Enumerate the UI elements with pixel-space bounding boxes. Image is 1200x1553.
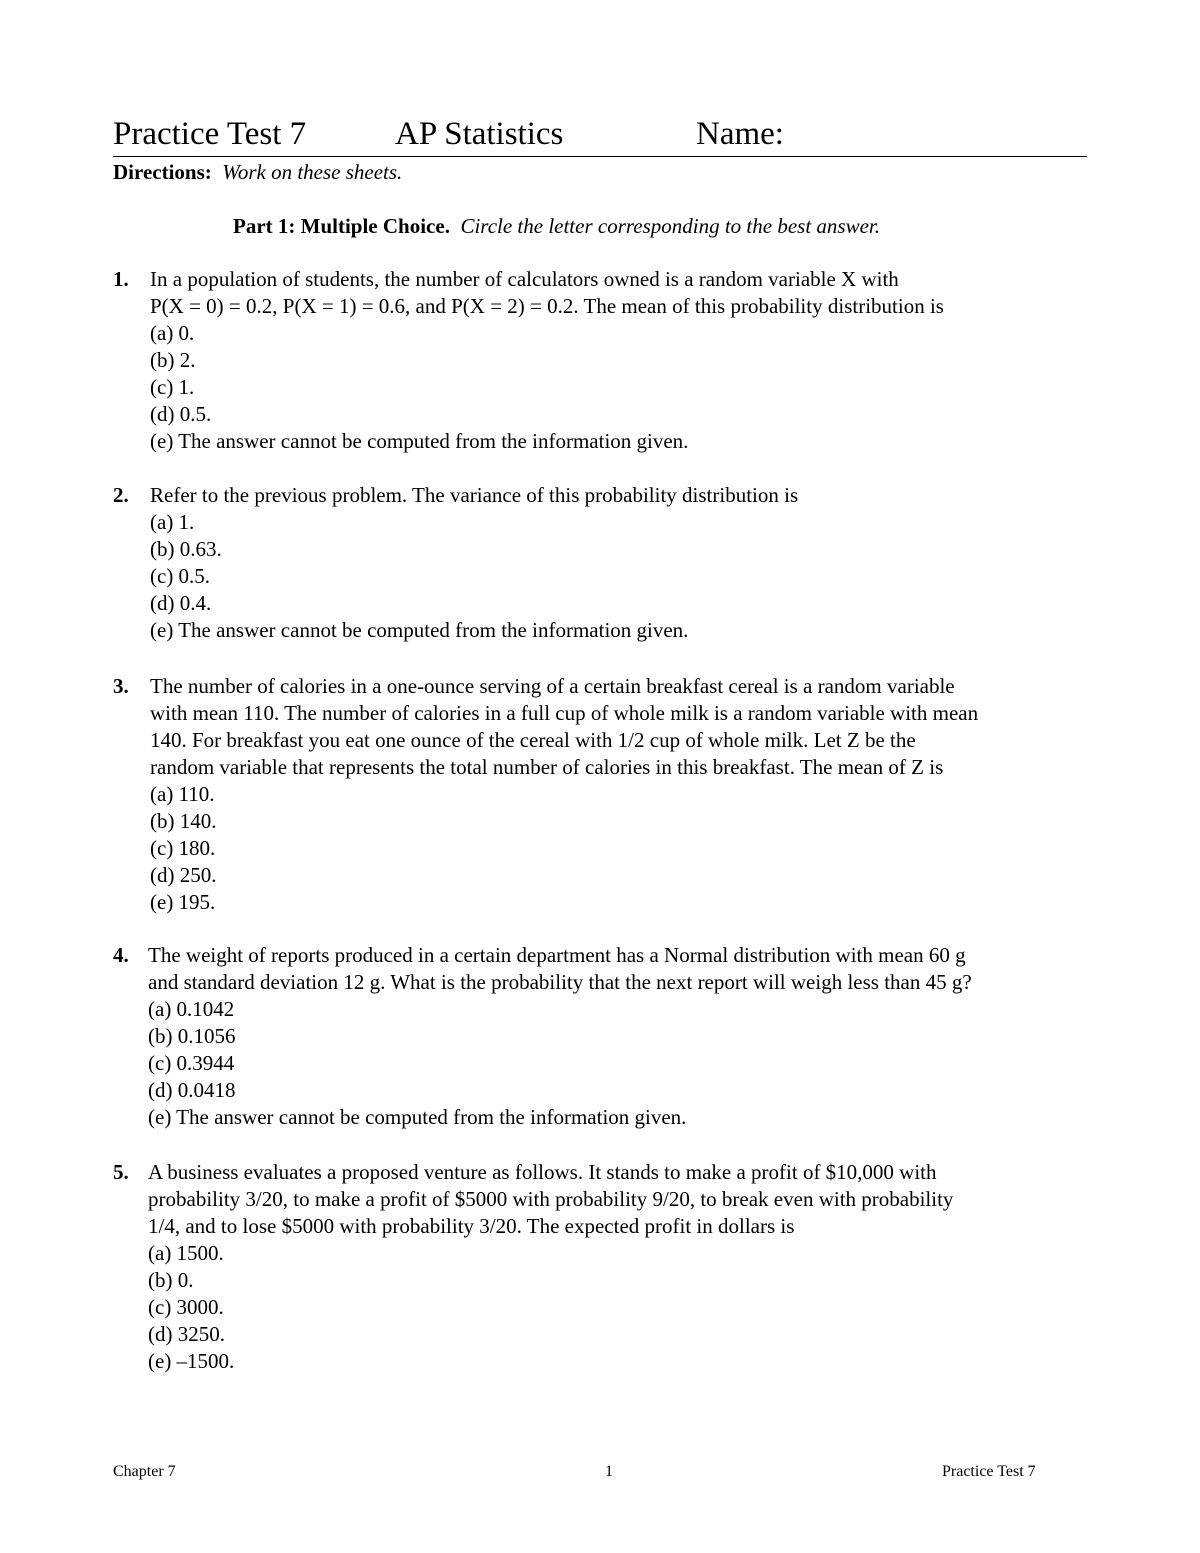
answer-choice-b[interactable]: (b) 0.63. xyxy=(150,537,222,561)
footer-page-number: 1 xyxy=(605,1463,613,1480)
answer-choice-b[interactable]: (b) 0.1056 xyxy=(148,1024,236,1048)
question-text-line: with mean 110. The number of calories in a full cup of whole milk is a random variable with mean xyxy=(150,701,979,725)
part-instruction: Circle the letter corresponding to the best answer. xyxy=(460,214,881,238)
answer-choice-d[interactable]: (d) 0.0418 xyxy=(148,1078,236,1102)
directions-label: Directions: xyxy=(113,160,212,184)
question-1 xyxy=(113,266,1103,455)
question-2 xyxy=(113,482,1103,644)
answer-choices xyxy=(150,320,1103,455)
part-label: Part 1: Multiple Choice. xyxy=(233,214,450,238)
answer-choice-a[interactable]: (a) 0. xyxy=(150,321,195,345)
question-body xyxy=(150,482,1103,644)
question-body xyxy=(148,1159,1103,1375)
answer-choice-c[interactable]: (c) 180. xyxy=(150,836,216,860)
answer-choice-c[interactable]: (c) 1. xyxy=(150,375,195,399)
question-body xyxy=(148,942,1103,1131)
question-number: 1. xyxy=(113,267,129,291)
question-number: 4. xyxy=(113,943,129,967)
answer-choice-e[interactable]: (e) –1500. xyxy=(148,1349,235,1373)
question-text-line: Refer to the previous problem. The variance of this probability distribution is xyxy=(150,483,799,507)
directions-text: Work on these sheets. xyxy=(222,160,403,184)
question-4 xyxy=(113,942,1103,1131)
question-text-line: probability 3/20, to make a profit of $5000 with probability 9/20, to break even with probability xyxy=(148,1187,954,1211)
question-text-line: 1/4, and to lose $5000 with probability 3/20. The expected profit in dollars is xyxy=(148,1214,795,1238)
question-text-line: P(X = 0) = 0.2, P(X = 1) = 0.6, and P(X = 2) = 0.2. The mean of this probability distribution is xyxy=(150,294,944,318)
answer-choice-d[interactable]: (d) 3250. xyxy=(148,1322,225,1346)
answer-choice-c[interactable]: (c) 0.3944 xyxy=(148,1051,235,1075)
question-number: 3. xyxy=(113,674,129,698)
answer-choices xyxy=(148,996,1103,1131)
question-5 xyxy=(113,1159,1103,1375)
test-title: Practice Test 7 xyxy=(113,116,307,152)
answer-choice-b[interactable]: (b) 0. xyxy=(148,1268,194,1292)
answer-choice-a[interactable]: (a) 1500. xyxy=(148,1241,224,1265)
question-text-line: and standard deviation 12 g. What is the probability that the next report will weigh less than 45 g? xyxy=(148,970,972,994)
answer-choice-e[interactable]: (e) The answer cannot be computed from the information given. xyxy=(148,1105,687,1129)
footer-title: Practice Test 7 xyxy=(942,1463,1036,1480)
part-heading xyxy=(233,212,880,240)
question-body xyxy=(150,266,1103,455)
answer-choice-b[interactable]: (b) 2. xyxy=(150,348,196,372)
answer-choice-c[interactable]: (c) 3000. xyxy=(148,1295,224,1319)
answer-choices xyxy=(148,1240,1103,1375)
question-text-line: 140. For breakfast you eat one ounce of the cereal with 1/2 cup of whole milk. Let Z be the xyxy=(150,728,916,752)
answer-choice-a[interactable]: (a) 1. xyxy=(150,510,195,534)
page-header xyxy=(113,112,1087,157)
question-3 xyxy=(113,673,1103,916)
name-label: Name: xyxy=(696,116,784,152)
question-text-line: A business evaluates a proposed venture as follows. It stands to make a profit of $10,000 with xyxy=(148,1160,937,1184)
question-text-line: The weight of reports produced in a certain department has a Normal distribution with mean 60 g xyxy=(148,943,966,967)
question-number: 2. xyxy=(113,483,129,507)
answer-choice-d[interactable]: (d) 0.5. xyxy=(150,402,212,426)
question-text-line: The number of calories in a one-ounce serving of a certain breakfast cereal is a random variable xyxy=(150,674,955,698)
answer-choice-a[interactable]: (a) 0.1042 xyxy=(148,997,235,1021)
answer-choice-e[interactable]: (e) The answer cannot be computed from the information given. xyxy=(150,429,689,453)
question-text-line: random variable that represents the total number of calories in this breakfast. The mean of Z is xyxy=(150,755,944,779)
answer-choice-d[interactable]: (d) 250. xyxy=(150,863,217,887)
footer-chapter: Chapter 7 xyxy=(113,1463,176,1480)
answer-choice-c[interactable]: (c) 0.5. xyxy=(150,564,211,588)
answer-choice-a[interactable]: (a) 110. xyxy=(150,782,215,806)
answer-choice-e[interactable]: (e) The answer cannot be computed from the information given. xyxy=(150,618,689,642)
answer-choices xyxy=(150,509,1103,644)
question-text-line: In a population of students, the number of calculators owned is a random variable X with xyxy=(150,267,899,291)
directions xyxy=(113,158,402,186)
answer-choices xyxy=(150,781,1103,916)
course-name: AP Statistics xyxy=(395,116,564,152)
question-number: 5. xyxy=(113,1160,129,1184)
answer-choice-b[interactable]: (b) 140. xyxy=(150,809,217,833)
answer-choice-e[interactable]: (e) 195. xyxy=(150,890,216,914)
question-body xyxy=(150,673,1103,916)
answer-choice-d[interactable]: (d) 0.4. xyxy=(150,591,212,615)
